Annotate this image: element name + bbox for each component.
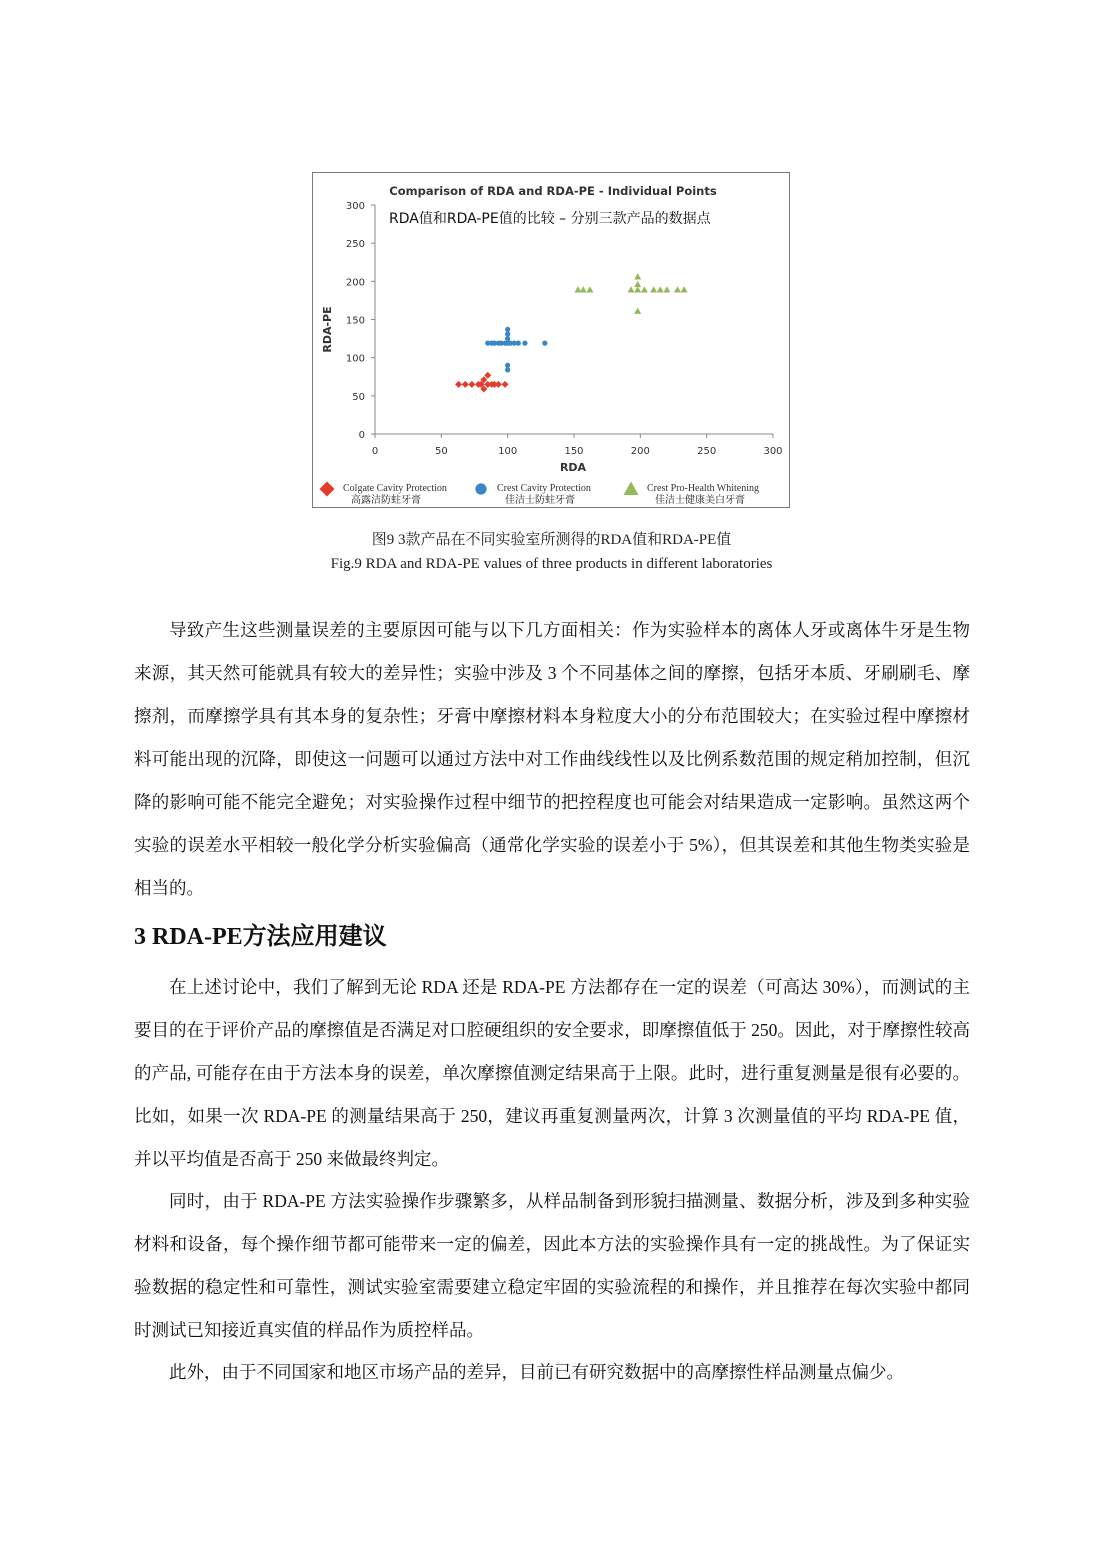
- paragraph-3: 同时，由于 RDA-PE 方法实验操作步骤繁多，从样品制备到形貌扫描测量、数据分析，涉及到多种实验材料和设备，每个操作细节都可能带来一定的偏差，因此本方法的实验操作具有一定的挑战性。为了保证实验数据的稳定性和可靠性，测试实验室需要建立稳定牢固的实验流程的和操作，并且推荐在每次实验中都同时测试已知接近真实值的样品作为质控样品。: [134, 1191, 970, 1340]
- data-point-series-3: [634, 281, 641, 287]
- data-point-series-3: [634, 308, 641, 314]
- data-point-series-2: [522, 341, 527, 346]
- x-tick-label: 250: [697, 446, 717, 457]
- y-tick-label: 50: [352, 391, 365, 403]
- y-tick-label: 150: [345, 315, 365, 327]
- figure-chart: [312, 172, 790, 508]
- data-point-series-1: [462, 381, 469, 388]
- x-tick-label: 100: [498, 446, 518, 457]
- data-point-series-3: [681, 286, 688, 292]
- data-point-series-2: [505, 363, 510, 368]
- data-point-series-1: [455, 381, 462, 388]
- legend-label-1: Colgate Cavity Protection: [343, 483, 447, 494]
- chart-title: Comparison of RDA and RDA-PE - Individual Points: [389, 184, 717, 198]
- legend-label-zh-2: 佳洁士防蛀牙膏: [505, 495, 575, 506]
- chart-subtitle: RDA值和RDA-PE值的比较 – 分别三款产品的数据点: [389, 211, 711, 227]
- data-point-series-3: [674, 286, 681, 292]
- y-axis-label: RDA-PE: [321, 306, 334, 353]
- data-point-series-3: [628, 286, 635, 292]
- data-point-series-1: [484, 372, 491, 379]
- data-point-series-2: [505, 367, 510, 372]
- section-heading: 3 RDA-PE方法应用建议: [134, 924, 387, 950]
- legend-label-zh-3: 佳洁士健康美白牙膏: [655, 495, 745, 506]
- paragraph-2: 在上述讨论中，我们了解到无论 RDA 还是 RDA-PE 方法都存在一定的误差（可高达 30%），而测试的主要目的在于评价产品的摩擦值是否满足对口腔硬组织的安全要求，即摩擦值低于 250。因此，对于摩擦性较高的产品, 可能存在由于方法本身的误差，单次摩擦值测定结果高于上限。此时，进行重复测量是很有必要的。比如，如果一次 RDA-PE 的测量结果高于 250，建议再重复测量两次，计算 3 次测量值的平均 RDA-PE 值，并以平均值是否高于 250 来做最终判定。: [134, 977, 970, 1169]
- y-tick-label: 100: [345, 353, 365, 365]
- data-point-series-2: [505, 331, 510, 336]
- legend-label-3: Crest Pro-Health Whitening: [647, 483, 760, 494]
- y-tick-label: 300: [345, 201, 365, 212]
- data-point-series-3: [657, 286, 664, 292]
- data-point-series-3: [650, 286, 657, 292]
- data-point-series-2: [505, 336, 510, 341]
- x-tick-label: 0: [371, 446, 379, 457]
- x-tick-label: 50: [434, 446, 448, 457]
- legend-label-2: Crest Cavity Protection: [497, 483, 591, 494]
- y-tick-label: 250: [345, 239, 365, 251]
- paragraph-1: 导致产生这些测量误差的主要原因可能与以下几方面相关：作为实验样本的离体人牙或离体牛牙是生物来源，其天然可能就具有较大的差异性；实验中涉及 3 个不同基体之间的摩擦，包括牙本质、牙刷刷毛、摩擦剂，而摩擦学具有其本身的复杂性；牙膏中摩擦材料本身粒度大小的分布范围较大；在实验过程中摩擦材料可能出现的沉降，即使这一问题可以通过方法中对工作曲线线性以及比例系数范围的规定稍加控制，但沉降的影响可能不能完全避免；对实验操作过程中细节的把控程度也可能会对结果造成一定影响。虽然这两个实验的误差水平相较一般化学分析实验偏高（通常化学实验的误差小于 5%），但其误差和其他生物类实验是相当的。: [134, 620, 970, 898]
- scatter-chart: [313, 173, 789, 507]
- legend-marker-2: [475, 483, 486, 494]
- legend-label-zh-1: 高露洁防蛀牙膏: [351, 495, 421, 506]
- figure-caption-zh: 图9 3款产品在不同实验室所测得的RDA值和RDA-PE值: [371, 532, 732, 548]
- x-tick-label: 150: [564, 446, 584, 457]
- data-point-series-2: [516, 341, 521, 346]
- data-point-series-3: [663, 286, 670, 292]
- legend-marker-1: [320, 482, 335, 497]
- data-point-series-3: [634, 273, 641, 279]
- data-point-series-3: [580, 286, 587, 292]
- data-point-series-1: [468, 381, 475, 388]
- y-tick-label: 0: [358, 430, 365, 441]
- paragraph-4: 此外，由于不同国家和地区市场产品的差异，目前已有研究数据中的高摩擦性样品测量点偏少。: [169, 1362, 904, 1382]
- data-point-series-1: [502, 381, 509, 388]
- data-point-series-3: [641, 286, 648, 292]
- legend-marker-3: [624, 482, 639, 496]
- data-point-series-2: [505, 327, 510, 332]
- figure-caption-en: Fig.9 RDA and RDA-PE values of three products in different laboratories: [330, 556, 773, 572]
- x-axis-label: RDA: [559, 461, 587, 474]
- data-point-series-1: [495, 381, 502, 388]
- x-tick-label: 200: [630, 446, 650, 457]
- y-tick-label: 200: [345, 277, 365, 289]
- data-point-series-2: [542, 341, 547, 346]
- x-tick-label: 300: [763, 446, 783, 457]
- data-point-series-3: [586, 286, 593, 292]
